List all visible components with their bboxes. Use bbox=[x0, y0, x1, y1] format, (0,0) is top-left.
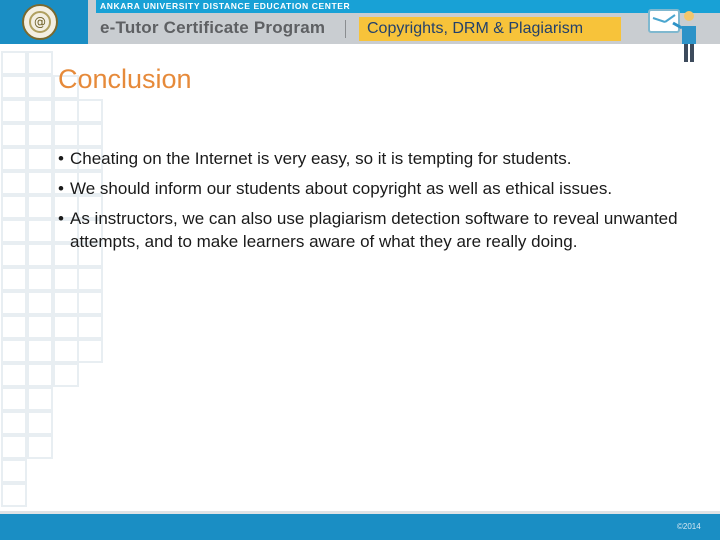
copyright-text: ©2014 bbox=[677, 522, 701, 531]
header-divider bbox=[345, 20, 346, 38]
teacher-icon bbox=[645, 6, 705, 64]
university-logo bbox=[22, 4, 58, 40]
program-title: e-Tutor Certificate Program bbox=[100, 18, 326, 37]
decorative-grid bbox=[0, 44, 110, 514]
bullet-marker: • bbox=[58, 149, 64, 168]
bullet-text: We should inform our students about copyright as well as ethical issues. bbox=[70, 179, 613, 198]
bullet-list bbox=[58, 147, 678, 260]
bullet-marker: • bbox=[58, 179, 64, 198]
bullet-item bbox=[58, 207, 678, 253]
bullet-item bbox=[58, 147, 678, 170]
footer-bar bbox=[0, 514, 720, 540]
slide-title: Conclusion bbox=[58, 64, 192, 94]
center-name: ANKARA UNIVERSITY DISTANCE EDUCATION CENTER bbox=[100, 1, 351, 11]
at-sign-icon: @ bbox=[29, 11, 51, 33]
bullet-text: Cheating on the Internet is very easy, so it is tempting for students. bbox=[70, 149, 572, 168]
topic-title: Copyrights, DRM & Plagiarism bbox=[367, 20, 584, 37]
bullet-marker: • bbox=[58, 209, 64, 228]
bullet-item bbox=[58, 177, 678, 200]
bullet-text: As instructors, we can also use plagiarism detection software to reveal unwanted attempts, and to make learners aware of what they are really doing. bbox=[70, 209, 678, 251]
